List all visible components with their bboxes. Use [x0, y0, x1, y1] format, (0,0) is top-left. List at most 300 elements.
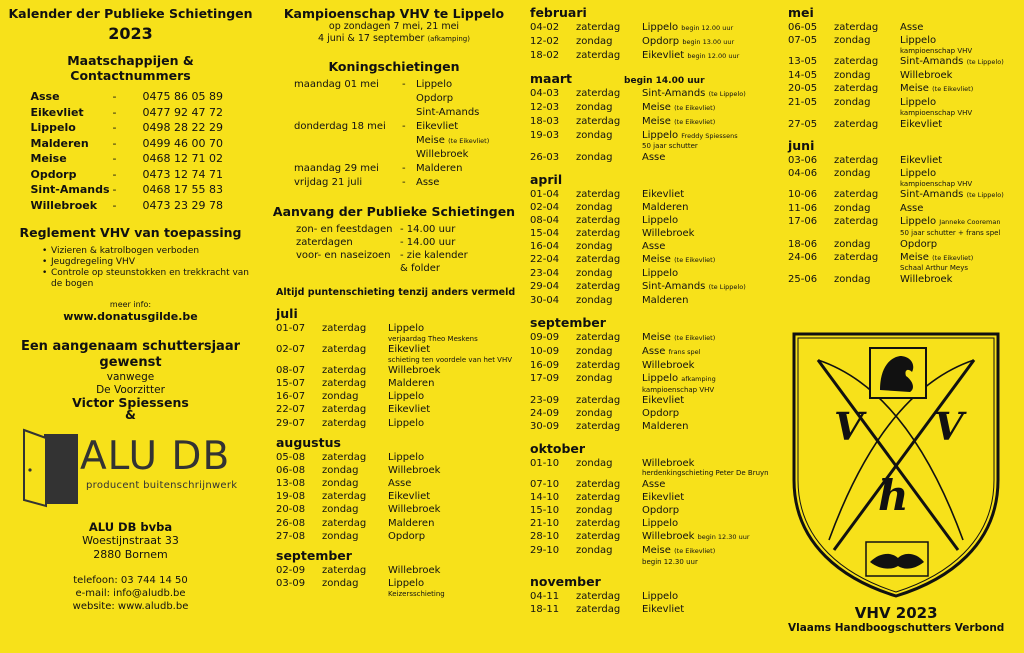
event-club: Malderen	[388, 378, 435, 390]
ampersand: &	[125, 407, 136, 422]
event-club: Eikevliet	[642, 604, 685, 616]
event-row	[788, 70, 1020, 82]
contact-name: Asse	[30, 90, 60, 103]
event-note: begin 13.00 uur	[682, 38, 735, 47]
contact-name: Sint-Amands	[30, 183, 110, 196]
month-name: augustus	[276, 435, 341, 451]
event-place	[900, 203, 1020, 215]
event-club: Opdorp	[642, 36, 680, 48]
event-row	[530, 88, 782, 101]
event-row	[530, 346, 782, 359]
contact-phone: 0475 86 05 89	[142, 90, 223, 103]
event-row	[276, 391, 520, 403]
king-shoot-date: maandag 01 mei	[294, 79, 379, 90]
company-phone: telefoon: 03 744 14 50	[73, 575, 188, 586]
event-weekday: zaterdag	[576, 395, 621, 407]
column-2	[268, 0, 520, 653]
event-weekday: zaterdag	[576, 188, 621, 200]
contact-row	[31, 198, 231, 214]
king-shoot-dash: -	[402, 121, 406, 132]
king-shoot-row	[294, 106, 520, 120]
event-club: Opdorp	[642, 505, 680, 517]
event-date: 01-10	[530, 457, 560, 469]
king-shoot-dash	[402, 134, 416, 148]
event-club: Lippelo	[642, 373, 679, 385]
start-time-value: - zie kalender	[400, 250, 468, 261]
event-row	[530, 281, 782, 294]
event-date: 16-04	[530, 240, 560, 252]
event-date: 06-08	[276, 465, 306, 477]
points-note: Altijd puntenschieting tenzij anders vermeld	[276, 287, 516, 298]
event-weekday: zaterdag	[322, 517, 367, 529]
event-weekday: zondag	[834, 70, 871, 82]
event-place	[388, 323, 520, 343]
event-row	[788, 252, 1020, 273]
event-weekday: zaterdag	[322, 404, 367, 416]
month-heading	[530, 574, 782, 589]
event-weekday: zaterdag	[576, 360, 621, 371]
king-shoot-dash: -	[402, 177, 406, 188]
event-note: (te Eikevliet)	[674, 333, 716, 342]
contact-name: Meise	[30, 152, 67, 165]
event-date: 25-06	[788, 273, 818, 285]
event-weekday: zaterdag	[576, 421, 621, 433]
event-weekday: zondag	[576, 129, 613, 141]
event-row	[530, 36, 782, 49]
event-place	[388, 344, 520, 364]
regulation-item: • Vizieren & katrolbogen verboden	[42, 246, 253, 257]
event-row	[788, 97, 1020, 117]
event-weekday: zaterdag	[576, 492, 621, 504]
event-place	[642, 479, 782, 491]
king-shoot-date	[294, 134, 402, 148]
event-weekday: zondag	[576, 101, 613, 113]
month-heading	[788, 138, 1020, 153]
event-place	[388, 565, 520, 577]
start-time-label: zaterdagen	[296, 237, 353, 248]
event-club: Willebroek	[900, 273, 953, 285]
event-club: Lippelo	[388, 323, 425, 334]
event-club: Meise	[642, 115, 671, 127]
event-club: Willebroek	[388, 504, 441, 516]
event-note: begin 12.30 uur	[697, 533, 750, 542]
month-name: mei	[788, 5, 814, 20]
event-place	[642, 421, 782, 433]
month-name: maart	[530, 70, 573, 86]
contact-row	[31, 89, 231, 105]
logo-text: ALU DB	[80, 434, 231, 479]
event-date: 30-09	[530, 421, 560, 433]
event-row	[530, 458, 782, 478]
contact-dash: -	[112, 183, 117, 196]
event-date: 15-10	[530, 505, 560, 517]
event-club: Lippelo	[900, 35, 937, 47]
event-club: Lippelo	[642, 129, 679, 141]
king-shoot-date	[294, 148, 402, 162]
event-club: Asse	[642, 345, 666, 357]
event-date: 08-04	[530, 214, 560, 226]
event-club: Lippelo	[388, 578, 425, 590]
event-place	[388, 491, 520, 503]
contacts-list	[31, 89, 231, 213]
event-weekday: zaterdag	[576, 531, 621, 543]
event-row	[530, 202, 782, 214]
event-row	[276, 491, 520, 503]
voorzitter-text: De Voorzitter	[96, 383, 165, 396]
event-weekday: zaterdag	[834, 216, 879, 228]
event-place	[642, 332, 782, 345]
event-weekday: zondag	[322, 391, 359, 403]
event-date: 29-04	[530, 281, 560, 293]
start-time-value: - 14.00 uur	[400, 237, 456, 248]
king-shoots-list	[294, 78, 520, 190]
event-date: 22-04	[530, 254, 560, 266]
event-date: 05-08	[276, 452, 306, 464]
event-date: 12-03	[530, 101, 560, 113]
event-weekday: zaterdag	[576, 214, 621, 226]
vanwege-text: vanwege	[106, 371, 155, 383]
event-row	[530, 50, 782, 63]
event-date: 29-07	[276, 417, 306, 429]
event-place	[642, 50, 782, 63]
contact-phone: 0498 28 22 29	[142, 121, 223, 134]
event-row	[530, 531, 782, 544]
event-weekday: zondag	[834, 238, 871, 250]
event-note: (te Lippelo)	[966, 191, 1004, 200]
king-shoots-title: Koningschietingen	[328, 59, 460, 74]
regulation-list	[42, 246, 253, 290]
king-shoot-club	[416, 162, 520, 176]
event-row	[276, 418, 520, 430]
event-date: 23-04	[530, 268, 560, 280]
event-row	[530, 241, 782, 253]
start-time-value: - 14.00 uur	[400, 224, 456, 235]
contact-phone: 0468 17 55 83	[142, 183, 223, 196]
event-weekday: zaterdag	[576, 281, 621, 293]
event-place	[900, 274, 1020, 286]
event-place	[900, 119, 1020, 131]
month-heading	[530, 71, 782, 86]
info-website[interactable]: www.donatusgilde.be	[63, 310, 198, 323]
chair-name: Victor Spiessens	[72, 395, 189, 410]
event-club: Eikevliet	[642, 50, 685, 62]
event-row	[788, 155, 1020, 167]
event-club: Lippelo	[642, 268, 679, 280]
event-place	[642, 228, 782, 240]
event-club: Asse	[388, 478, 412, 490]
event-club: Malderen	[388, 517, 435, 529]
event-weekday: zondag	[834, 273, 871, 285]
event-row	[276, 344, 520, 364]
start-time-row	[296, 262, 520, 275]
event-weekday: zondag	[322, 530, 359, 542]
event-place	[642, 395, 782, 407]
event-date: 09-09	[530, 331, 560, 343]
event-place	[388, 578, 520, 598]
company-city: 2880 Bornem	[93, 548, 168, 561]
contact-dash: -	[112, 90, 117, 103]
event-place	[642, 518, 782, 530]
event-date: 03-06	[788, 155, 818, 167]
king-shoot-dash: -	[402, 163, 406, 174]
event-date: 21-05	[788, 97, 818, 109]
king-shoot-dash: -	[402, 79, 406, 90]
wish-line-1: Een aangenaam schuttersjaar	[20, 339, 241, 354]
event-weekday: zaterdag	[576, 115, 621, 127]
event-date: 15-07	[276, 378, 306, 390]
king-shoot-club-name: Sint-Amands	[416, 107, 480, 118]
event-weekday: zondag	[322, 578, 359, 590]
event-weekday: zaterdag	[322, 452, 367, 464]
king-shoot-dash	[402, 92, 416, 106]
regulation-title: Reglement VHV van toepassing	[19, 225, 242, 240]
event-club: Lippelo	[642, 590, 679, 602]
event-date: 21-10	[530, 518, 560, 530]
event-place	[642, 295, 782, 307]
event-row	[788, 56, 1020, 69]
month-name: oktober	[530, 440, 586, 456]
event-weekday: zaterdag	[834, 155, 879, 167]
event-club: Sint-Amands	[642, 281, 706, 293]
king-shoot-date: maandag 29 mei	[294, 163, 379, 174]
event-note: (te Eikevliet)	[674, 547, 716, 556]
event-club: Malderen	[642, 201, 689, 213]
event-row	[788, 239, 1020, 251]
event-club: Eikevliet	[388, 404, 431, 416]
event-date: 13-08	[276, 478, 306, 490]
contact-row	[31, 151, 231, 167]
event-weekday: zaterdag	[322, 323, 367, 334]
event-club: Opdorp	[388, 530, 426, 542]
event-weekday: zaterdag	[576, 22, 621, 33]
contact-row	[31, 136, 231, 152]
event-row	[276, 504, 520, 516]
event-row	[530, 421, 782, 433]
king-shoot-note: (te Eikevliet)	[448, 137, 490, 145]
event-date: 02-09	[276, 565, 306, 577]
contacts-title: Maatschappijen & Contactnummers	[67, 53, 194, 83]
contact-name: Willebroek	[30, 198, 98, 212]
svg-text:V: V	[834, 404, 864, 449]
event-row	[276, 565, 520, 577]
event-date: 15-04	[530, 227, 560, 239]
king-shoot-row	[294, 78, 520, 92]
column-2-months	[276, 306, 520, 598]
event-place	[642, 36, 782, 49]
event-row	[276, 378, 520, 390]
event-weekday: zondag	[576, 36, 613, 48]
event-club: Eikevliet	[388, 344, 431, 356]
event-club: Asse	[900, 22, 924, 33]
event-row	[530, 215, 782, 227]
event-club: Meise	[642, 254, 671, 266]
event-weekday: zaterdag	[834, 118, 879, 130]
contact-name: Lippelo	[30, 121, 76, 134]
svg-text:h: h	[878, 471, 909, 520]
event-weekday: zaterdag	[322, 491, 367, 503]
event-club: Eikevliet	[388, 491, 431, 503]
event-weekday: zaterdag	[834, 56, 879, 68]
event-place	[900, 216, 1020, 237]
event-club: Lippelo	[642, 214, 679, 226]
month-heading	[530, 5, 782, 20]
event-place	[642, 360, 782, 372]
king-shoot-date: donderdag 18 mei	[294, 121, 386, 132]
event-date: 18-02	[530, 50, 560, 62]
event-row	[530, 102, 782, 115]
event-weekday: zaterdag	[576, 478, 621, 490]
event-place	[900, 189, 1020, 202]
event-club: Sint-Amands	[642, 87, 706, 99]
event-place	[642, 281, 782, 294]
company-email[interactable]: e-mail: info@aludb.be	[75, 588, 186, 599]
event-club: Asse	[642, 240, 666, 252]
event-note: (te Eikevliet)	[932, 85, 974, 94]
king-shoot-club	[416, 120, 520, 134]
contact-phone: 0499 46 00 70	[142, 136, 223, 150]
event-weekday: zaterdag	[322, 365, 367, 377]
event-club: Asse	[900, 203, 924, 215]
king-shoot-row	[294, 148, 520, 162]
event-weekday: zaterdag	[576, 518, 621, 530]
event-weekday: zaterdag	[576, 331, 621, 343]
company-website[interactable]: website: www.aludb.be	[72, 601, 189, 612]
event-place	[642, 202, 782, 214]
month-name: juni	[788, 138, 815, 154]
event-date: 26-03	[530, 152, 560, 164]
event-place	[642, 591, 782, 603]
column-4-months	[788, 5, 1020, 285]
event-date: 02-04	[530, 201, 560, 213]
contact-dash: -	[112, 105, 117, 119]
king-shoot-club	[416, 176, 520, 190]
event-row	[530, 373, 782, 394]
event-note: (te Lippelo)	[708, 283, 746, 292]
event-weekday: zondag	[576, 408, 613, 420]
event-weekday: zondag	[576, 457, 613, 469]
door-icon	[22, 428, 82, 508]
month-name: februari	[530, 5, 587, 20]
king-shoot-date	[294, 106, 402, 120]
event-note: (te Lippelo)	[966, 58, 1004, 67]
event-extra: Keizersschieting	[388, 589, 445, 598]
event-club: Lippelo	[642, 518, 679, 530]
contact-row	[31, 105, 231, 121]
event-club: Eikevliet	[642, 492, 685, 504]
event-extra: schieting ten voordele van het VHV	[388, 355, 513, 364]
event-row	[276, 404, 520, 416]
event-row	[530, 130, 782, 151]
event-row	[276, 365, 520, 377]
event-weekday: zaterdag	[576, 604, 621, 616]
contact-row	[31, 167, 231, 183]
event-club: Sint-Amands	[900, 189, 964, 201]
column-4	[788, 0, 1020, 653]
event-date: 07-10	[530, 478, 560, 490]
event-date: 18-03	[530, 115, 560, 127]
event-weekday: zondag	[576, 295, 613, 307]
event-club: Malderen	[642, 421, 689, 433]
regulation-item: • Jeugdregeling VHV	[42, 257, 253, 268]
contact-name: Opdorp	[30, 167, 77, 181]
event-place	[642, 254, 782, 267]
event-row	[788, 189, 1020, 202]
event-date: 20-08	[276, 504, 306, 516]
contact-phone: 0477 92 47 72	[142, 105, 223, 119]
event-weekday: zaterdag	[834, 22, 879, 33]
month-name: september	[530, 314, 606, 330]
event-place	[642, 545, 782, 566]
event-date: 04-06	[788, 168, 818, 180]
event-place	[642, 604, 782, 616]
event-club: Lippelo	[388, 452, 425, 464]
event-row	[530, 22, 782, 35]
event-date: 08-07	[276, 365, 306, 377]
king-shoot-club-name: Meise	[416, 135, 445, 146]
month-heading	[276, 548, 520, 563]
info-column	[8, 0, 253, 653]
start-time-label	[296, 262, 400, 275]
event-club: Lippelo	[642, 22, 679, 33]
king-shoot-club-name: Malderen	[416, 163, 463, 174]
event-place	[900, 97, 1020, 117]
event-row	[530, 545, 782, 566]
event-row	[788, 35, 1020, 55]
regulation-item: • Controle op steunstokken en trekkracht van de bogen	[42, 268, 253, 290]
event-club: Opdorp	[900, 238, 938, 250]
event-note: (te Lippelo)	[708, 89, 746, 98]
event-date: 23-09	[530, 395, 560, 407]
event-extra: kampioenschap VHV	[900, 108, 973, 117]
event-row	[530, 189, 782, 201]
event-row	[276, 323, 520, 343]
event-date: 27-08	[276, 530, 306, 542]
event-place	[642, 22, 782, 35]
event-extra: kampioenschap VHV	[900, 179, 973, 188]
event-date: 17-09	[530, 373, 560, 385]
info-label: meer info:	[109, 300, 152, 309]
month-name: november	[530, 573, 601, 589]
event-note: Freddy Spiessens	[681, 131, 738, 140]
event-date: 01-07	[276, 323, 306, 334]
king-shoot-club	[416, 92, 520, 106]
wish-line-2: gewenst	[99, 355, 162, 370]
event-weekday: zondag	[576, 345, 613, 357]
event-row	[530, 505, 782, 517]
event-club: Asse	[642, 152, 666, 164]
event-note: afkamping	[681, 375, 716, 384]
company-name: ALU DB bvba	[88, 520, 173, 534]
event-date: 19-03	[530, 129, 560, 141]
start-time-row	[296, 249, 520, 262]
king-shoot-date	[294, 92, 402, 106]
event-weekday: zondag	[834, 97, 871, 109]
event-place	[900, 239, 1020, 251]
event-row	[530, 254, 782, 267]
event-date: 04-03	[530, 87, 560, 99]
event-note: (te Eikevliet)	[932, 253, 974, 262]
start-time-label: voor- en naseizoen	[296, 250, 391, 261]
page-title: Kalender der Publieke Schietingen	[8, 6, 253, 21]
event-extra: 50 jaar schutter	[642, 142, 698, 151]
event-date: 17-06	[788, 216, 818, 228]
contact-dash: -	[112, 198, 117, 212]
event-place	[388, 378, 520, 390]
event-date: 22-07	[276, 404, 306, 416]
event-weekday: zondag	[576, 373, 613, 385]
event-row	[788, 274, 1020, 286]
contact-row	[31, 120, 231, 136]
